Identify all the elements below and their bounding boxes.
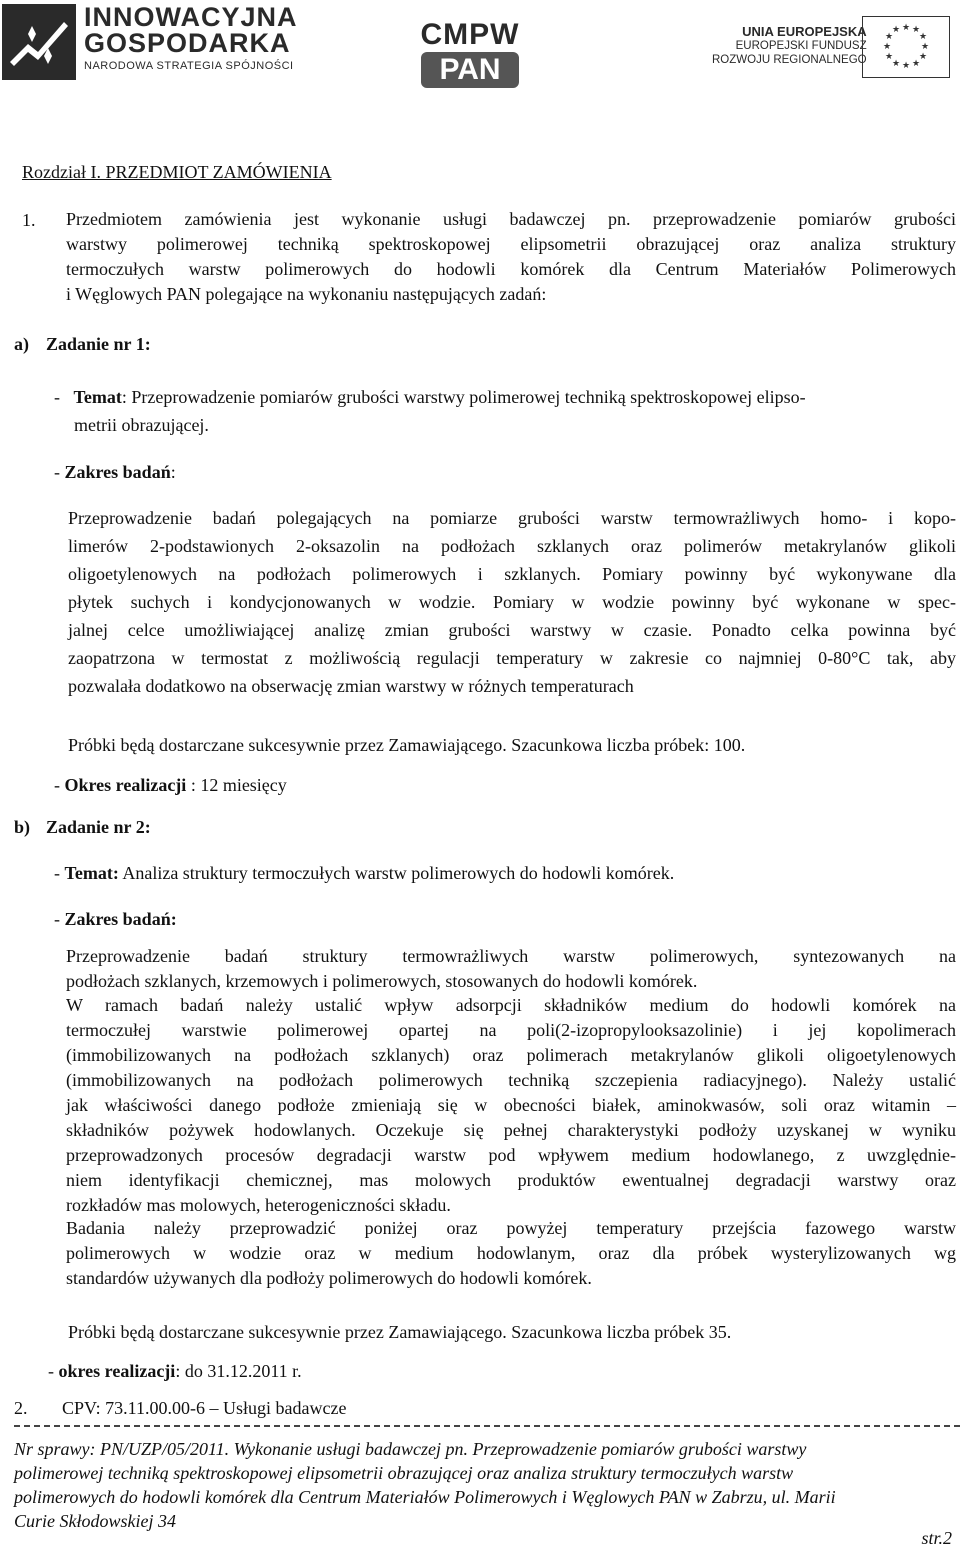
task-b-okres: - okres realizacji: do 31.12.2011 r. (48, 1361, 302, 1381)
task-a-probki: Próbki będą dostarczane sukcesywnie przez Zamawiającego. Szacunkowa liczba próbek: 100. (68, 735, 746, 755)
zakres-line: podłożach szklanych, krzemowych i polimerowych, stosowanych do hodowli komórek. (66, 971, 698, 991)
footer-text (14, 1437, 914, 1533)
ue-line3: ROZWOJU REGIONALNEGO (712, 54, 867, 66)
svg-text:★: ★ (901, 23, 911, 33)
task-a-okres: - Okres realizacji : 12 miesięcy (54, 775, 287, 795)
task-b-label: b) (14, 817, 31, 837)
svg-text:★: ★ (920, 42, 930, 52)
task-b-probki: Próbki będą dostarczane sukcesywnie przez Zamawiającego. Szacunkowa liczba próbek 35. (68, 1322, 732, 1342)
zakres-line: jak właściwości danego podłoże zmieniają się w obecności białek, aminokwasów, soli oraz witamin – (66, 1095, 956, 1115)
zakres-line: rozkładów mas molowych, heterogeniczności składu. (66, 1195, 451, 1215)
zakres-line: standardów używanych dla podłoży polimerowych do hodowli komórek. (66, 1268, 592, 1288)
footer-line: polimerowej techniką spektroskopowej elipsometrii obrazującej oraz analiza struktury termoczułych warstw (14, 1463, 794, 1483)
task-a-temat-cont: metrii obrazującej. (74, 415, 209, 435)
footer-line: Curie Skłodowskiej 34 (14, 1511, 176, 1531)
chapter-title: Rozdział I. PRZEDMIOT ZAMÓWIENIA (22, 162, 332, 182)
zakres-line: (immobilizowanych na podłożach szklanych) oraz polimerach metakrylanów glikoli oligoetylenowych (66, 1045, 956, 1065)
zakres-line: niem identyfikacji chemicznej, mas molowych produktów ewentualnej degradacji warstwy oraz (66, 1170, 956, 1190)
ig-line2: GOSPODARKA (84, 28, 291, 58)
task-b-temat: - Temat: Analiza struktury termoczułych warstw polimerowych do hodowli komórek. (54, 863, 675, 883)
svg-text:★: ★ (918, 32, 928, 42)
task-b-title: Zadanie nr 2: (46, 817, 151, 837)
task-a-title: Zadanie nr 1: (46, 334, 151, 354)
zakres-line: (immobilizowanych na podłożach polimerowych techniką szczepienia radiacyjnego). Należy ustalić (66, 1070, 956, 1090)
svg-text:★: ★ (884, 52, 894, 62)
task-b-zakres-text-1 (66, 944, 956, 994)
innowacyjna-gospodarka-logo (2, 2, 298, 84)
zakres-line: oligoetylenowych na podłożach polimerowych i szklanych. Pomiary powinny być wykonywane dla (68, 564, 956, 584)
ue-text-logo (712, 24, 867, 67)
footer-divider (14, 1425, 960, 1427)
task-b-zakres-text-2 (66, 993, 956, 1218)
p1-line: Przedmiotem zamówienia jest wykonanie usługi badawczej pn. przeprowadzenie pomiarów grubości (66, 209, 956, 229)
zakres-line: przeprowadzonych procesów degradacji warstw pod wpływem medium hodowlanego, z uwzględnie- (66, 1145, 956, 1165)
ig-line1: INNOWACYJNA (84, 2, 298, 32)
zakres-line: składników pożywek hodowlanych. Oczekuje się pełnej charakterystyki podłoży uzyskanej w wyniku (66, 1120, 956, 1140)
zakres-line: Przeprowadzenie badań polegających na pomiarze grubości warstw termowrażliwych homo- i kopo- (68, 508, 956, 528)
task-a-temat: - Temat: Przeprowadzenie pomiarów grubości warstwy polimerowej techniką spektroskopowej elipso- (54, 387, 806, 407)
p1-number: 1. (22, 210, 36, 230)
ig-emblem-icon (2, 4, 76, 80)
task-a-zakres-label: - Zakres badań: (54, 462, 176, 482)
ig-line3: NARODOWA STRATEGIA SPÓJNOŚCI (84, 60, 294, 72)
svg-text:★: ★ (882, 42, 892, 52)
svg-text:★: ★ (891, 59, 901, 69)
zakres-line: Badania należy przeprowadzić poniżej oraz powyżej temperatury przejścia fazowego warstw (66, 1218, 956, 1238)
zakres-line: polimerowych w wodzie oraz w medium hodowlanym, oraz dla próbek wysterylizowanych wg (66, 1243, 956, 1263)
task-b-zakres-label: - Zakres badań: (54, 909, 177, 929)
p1-line: termoczułych warstw polimerowych do hodowli komórek dla Centrum Materiałów Polimerowych (66, 259, 956, 279)
p1-text (66, 207, 956, 307)
zakres-line: płytek suchych i kondycjonowanych w wodzie. Pomiary w wodzie powinny być wykonane w spec- (68, 592, 956, 612)
zakres-line: jalnej celce umożliwiającej analizę zmian grubości warstwy w czasie. Ponadto celka powinna być (68, 620, 956, 640)
zakres-line: limerów 2-podstawionych 2-oksazolin na podłożach szklanych oraz polimerów metakrylanów glikoli (68, 536, 956, 556)
svg-text:★: ★ (891, 25, 901, 35)
svg-text:★: ★ (918, 52, 928, 62)
footer-line: Nr sprawy: PN/UZP/05/2011. Wykonanie usługi badawczej pn. Przeprowadzenie pomiarów grubości warstwy (14, 1439, 807, 1459)
cmpw-pan-logo (405, 20, 535, 90)
task-a-zakres-text (68, 504, 956, 700)
svg-text:★: ★ (884, 32, 894, 42)
zakres-line: W ramach badań należy ustalić wpływ adsorpcji składników medium do hodowli komórek na (66, 995, 956, 1015)
zakres-line: Przeprowadzenie badań struktury termowrażliwych warstw polimerowych, syntezowanych na (66, 946, 956, 966)
task-b-zakres-text-3 (66, 1216, 956, 1291)
zakres-line: pozwalała dodatkowo na obserwację zmian warstwy w różnych temperaturach (68, 676, 634, 696)
svg-text:★: ★ (901, 61, 911, 71)
ue-line2: EUROPEJSKI FUNDUSZ (735, 40, 867, 52)
svg-text:★: ★ (911, 25, 921, 35)
page-number: str.2 (921, 1528, 952, 1548)
footer-line: polimerowych do hodowli komórek dla Centrum Materiałów Polimerowych i Węglowych PAN w Zabrzu, ul. Marii (14, 1487, 836, 1507)
p2-text: CPV: 73.11.00.00-6 – Usługi badawcze (62, 1398, 347, 1418)
p1-line: warstwy polimerowej techniką spektroskopowej elipsometrii obrazującej oraz analiza struktury (66, 234, 956, 254)
p1-line: i Węglowych PAN polegające na wykonaniu następujących zadań: (66, 284, 547, 304)
ue-line1: UNIA EUROPEJSKA (742, 24, 867, 39)
svg-text:★: ★ (911, 59, 921, 69)
header-logos (0, 0, 960, 100)
pan-text: PAN (421, 52, 518, 88)
zakres-line: termoczułej warstwie polimerowej opartej na poli(2-izopropylooksazolinie) i jej kopolimerach (66, 1020, 956, 1040)
p2-number: 2. (14, 1398, 28, 1418)
zakres-line: zaopatrzona w termostat z możliwością regulacji temperatury w zakresie co najmniej 0-80°C tak, aby (68, 648, 956, 668)
task-a-label: a) (14, 334, 29, 354)
cmpw-text: CMPW (420, 18, 520, 51)
eu-flag-icon (862, 16, 950, 78)
